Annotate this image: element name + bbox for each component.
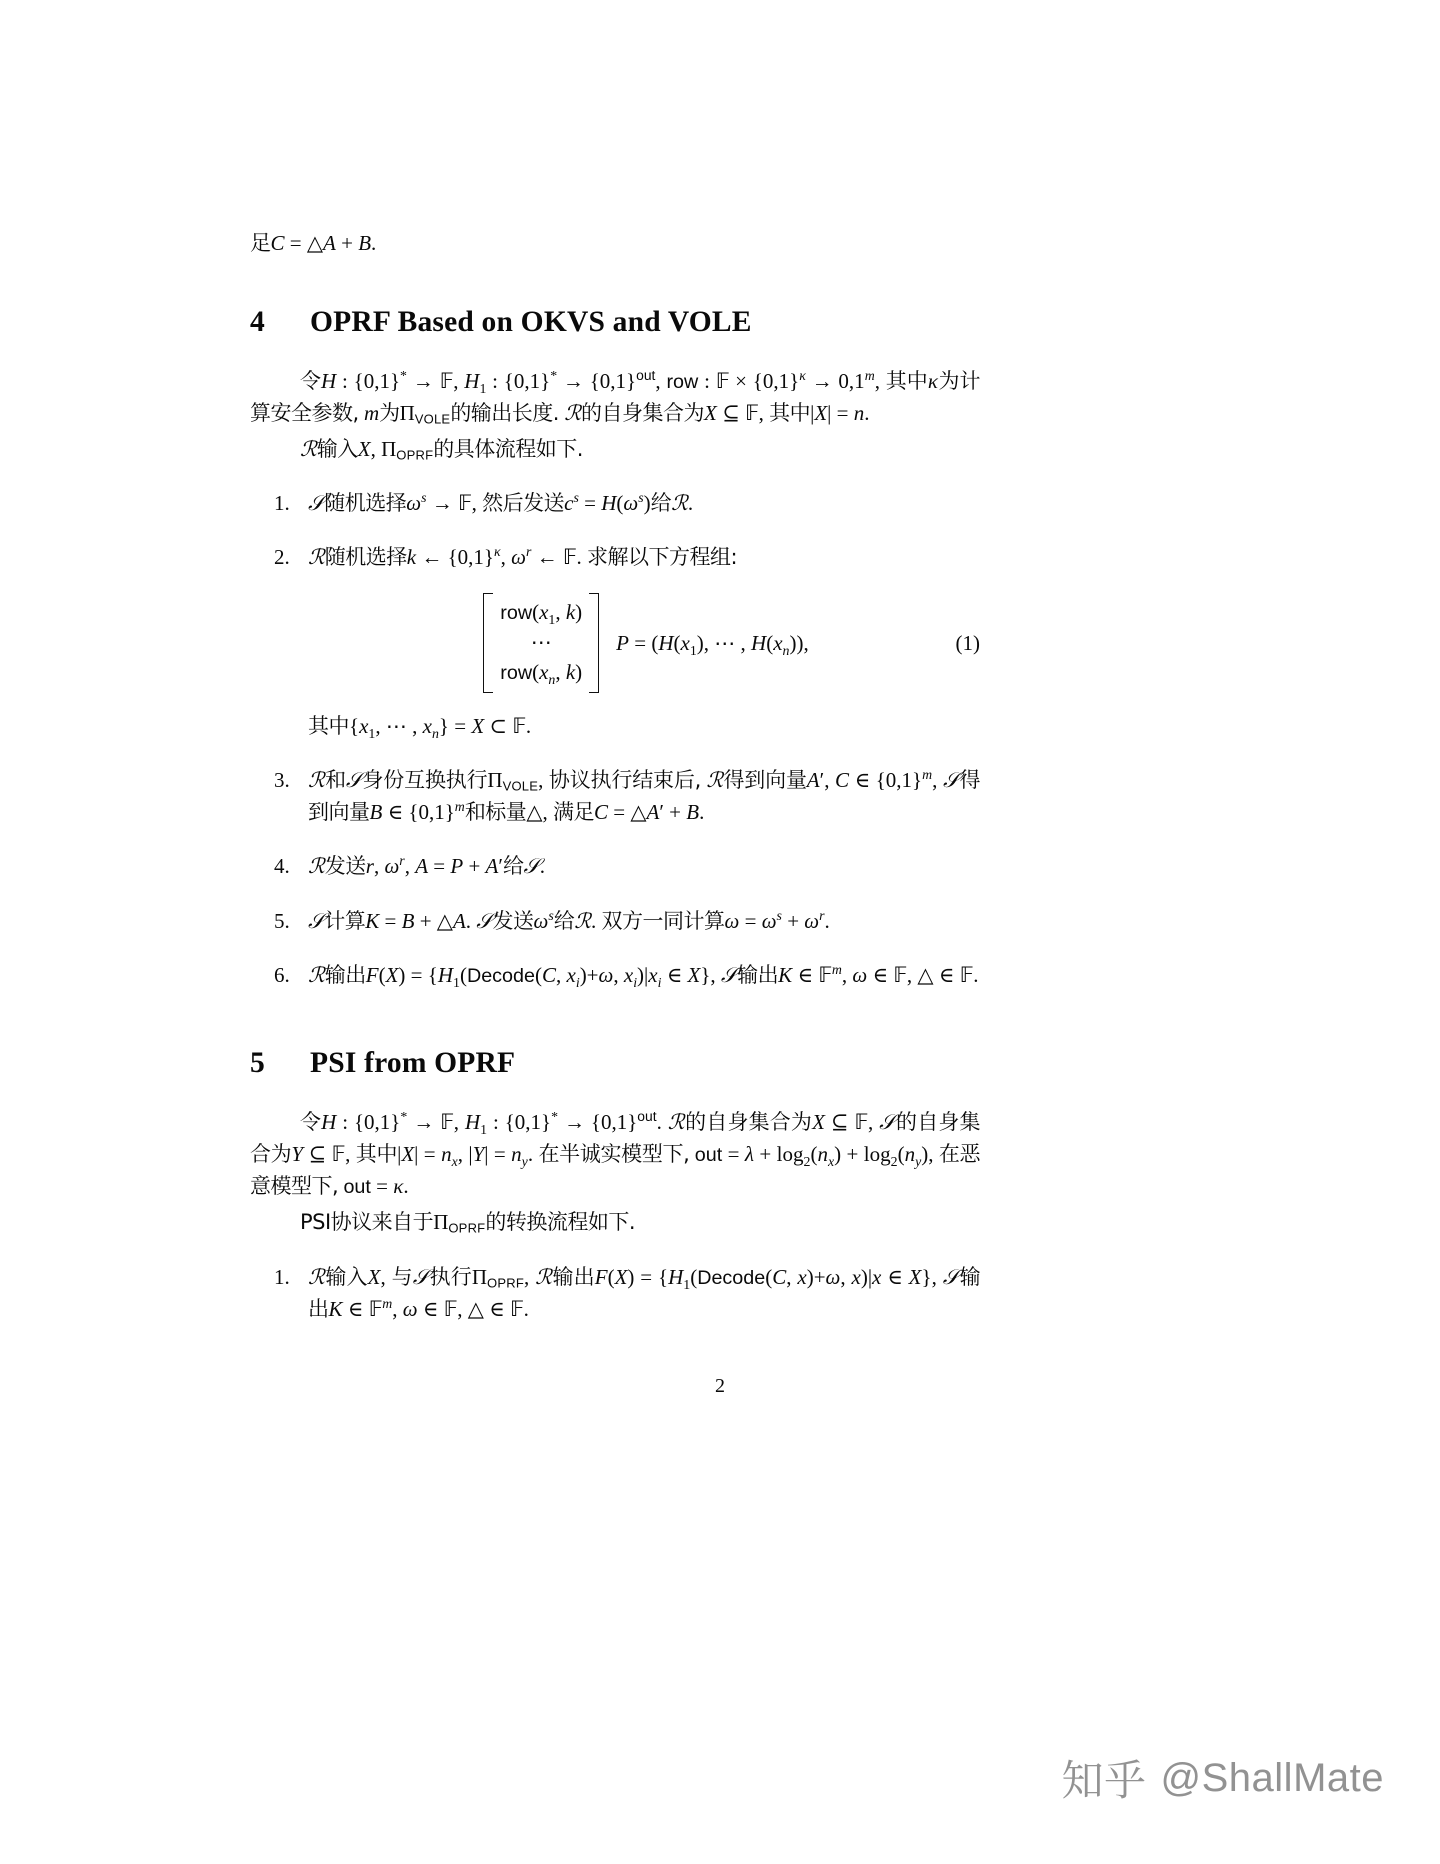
section5-paragraph-1: 令H : {0,1}* → 𝔽, $H_1$ : $\{0,1\}^* \to \{0,1\}^{out}$. ℛ的自身集合为X ⊆ 𝔽, 𝒮的自身集合为Y ⊆ 𝔽, 其中$|X| = n_x$, $|Y| = n_y$. 在半诚实模型下, out = $\lambda + \log_2(n_x) + \log_2(n_y)$, 在恶意模型下, out = κ. [250,1107,981,1199]
matrix-row-n: $row(x_n$, k) [500,659,583,688]
step-text: ℛ发送r, $\omega^r$, A = P + A′给𝒮. [308,853,545,879]
equation-1-row [308,593,980,692]
matrix-row-1: $row(x_1$, k) [500,600,583,628]
section4-steps [250,487,980,991]
step-label: 6. [274,962,290,987]
step-text: 𝒮计算K = B + △A. 𝒮发送$\omega^s$给ℛ. 双方一同计算$\omega = \omega^s + \omega^r$. [308,907,830,933]
step-item [250,487,980,519]
section-title-5: PSI from OPRF [310,1046,516,1079]
step-label: 5. [274,908,290,933]
section-number-5: 5 [250,1046,265,1079]
step-text: ℛ输出$F(X) = \{H_1(Decode(C$, $x_i)+\omega$, $x_i)|x_i$ ∈ X}, 𝒮输出K ∈ 𝔽$^m$, ω ∈ 𝔽, △ ∈ 𝔽. [308,961,979,990]
zhihu-logo-text: 知乎 [1061,1756,1147,1805]
step-item [250,1261,980,1325]
equation-1-rhs: $P = (H(x_1)$, ⋯ , $H(x_n)$), [616,630,809,659]
step-text: 𝒮随机选择$\omega^s$ → 𝔽, 然后发送$c^s = H(\omega^s)$给ℛ. [308,490,694,515]
matrix-row-ellipsis: ⋯ [530,630,552,655]
section-heading-5 [250,1047,980,1080]
step-label: 1. [274,1264,290,1289]
step-item [250,764,980,828]
page-number: 2 [715,1375,725,1397]
step-label: 4. [274,854,290,879]
section-number-4: 4 [250,305,265,338]
continuation-fragment: 足C = △A + B. [250,231,377,255]
step-label: 2. [274,545,290,570]
equation-1-tag: (1) [955,630,980,655]
step-text: ℛ输入X, 与𝒮执行ΠOPRF, ℛ输出$F(X) = \{H_1(Decode(C$, x)+ω, x)|x ∈ X}, 𝒮输出K ∈ 𝔽$^m$, ω ∈ 𝔽, △ ∈ 𝔽. [308,1264,981,1321]
matrix-cells [493,593,589,692]
matrix-bracketed [479,593,603,692]
equation-1-note: 其中{$x_1$, ⋯ , $x_n\} = X$ ⊂ 𝔽. [308,713,532,741]
section5-paragraph-2: PSI协议来自于ΠOPRF的转换流程如下. [300,1210,636,1236]
equation-1-block [308,593,980,692]
zhihu-watermark [1062,1748,1385,1808]
section4-paragraph-2: ℛ输入X, ΠOPRF的具体流程如下. [300,436,583,463]
step-label: 3. [274,768,290,793]
page-content [250,228,980,1347]
step-text: ℛ随机选择k ← $\{0,1\}^\kappa$, $\omega^r$ ← 𝔽. 求解以下方程组: [308,544,738,570]
zhihu-handle: @ShallMate [1160,1755,1384,1800]
section5-steps [250,1261,980,1325]
step-item [250,905,980,937]
step-item [250,850,980,882]
section4-paragraph-1: 令H : {0,1}* → 𝔽, $H_1$ : $\{0,1\}^* \to \{0,1\}^{out}$, row : 𝔽 × $\{0,1\}^\kappa \to 0,1^m$, 其中κ为计算安全参数, m为ΠVOLE的输出长度. ℛ的自身集合为X ⊆ 𝔽, 其中|X| = n. [250,366,981,426]
step-item [250,541,980,742]
section-heading-4 [250,306,980,339]
matrix-right-bracket [589,593,599,692]
step-label: 1. [274,491,290,515]
step-text: ℛ和𝒮身份互换执行ΠVOLE, 协议执行结束后, ℛ得到向量A′, C ∈ $\{0,1\}^m$, 𝒮得到向量B ∈ $\{0,1\}^m$和标量△, 满足C = △A′ + B. [308,767,981,825]
step-item [250,959,980,991]
section-title-4: OPRF Based on OKVS and VOLE [310,305,752,338]
matrix-left-bracket [483,593,493,692]
